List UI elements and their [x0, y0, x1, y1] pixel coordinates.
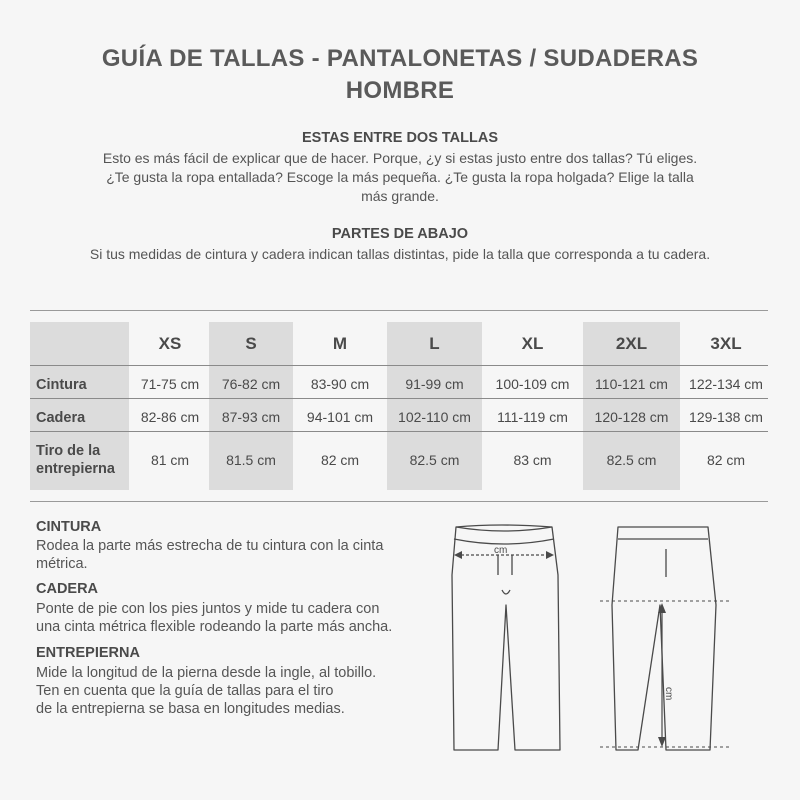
hip-heading: CADERA — [36, 581, 99, 597]
size-header-m: M — [332, 334, 348, 353]
table-cell: 83-90 cm — [310, 376, 370, 392]
pants-illustration — [440, 515, 740, 765]
page-title-line1: GUÍA DE TALLAS - PANTALONETAS / SUDADERAS — [101, 45, 699, 72]
table-cell: 82 cm — [706, 452, 746, 468]
between-sizes-line2: ¿Te gusta la ropa entallada? Escoge la más pequeña. ¿Te gusta la ropa holgada? Elige la talla — [106, 169, 694, 185]
page-title — [0, 43, 800, 107]
between-sizes-text — [20, 149, 780, 206]
table-cell: 82.5 cm — [409, 452, 460, 468]
top-divider — [30, 310, 768, 311]
waist-text — [36, 537, 383, 573]
bottom-divider — [30, 501, 768, 502]
table-cell: 94-101 cm — [306, 409, 374, 425]
size-header-2xl: 2XL — [615, 334, 648, 353]
table-cell: 110-121 cm — [595, 376, 668, 392]
table-cell: 82-86 cm — [140, 409, 200, 425]
table-cell: 91-99 cm — [405, 376, 464, 392]
table-cell: 111-119 cm — [497, 409, 568, 425]
table-cell: 87-93 cm — [221, 409, 281, 425]
side-pants-icon — [612, 527, 716, 750]
table-cell: 122-134 cm — [689, 376, 763, 392]
row-label-waist: Cintura — [36, 377, 87, 393]
row-label-hip: Cadera — [36, 410, 86, 426]
size-header-s: S — [245, 334, 257, 353]
size-header-l: L — [429, 334, 440, 353]
table-cell: 83 cm — [513, 452, 552, 468]
table-divider — [30, 431, 768, 432]
row-label-inseam-line1: Tiro de la — [36, 443, 101, 459]
table-cell: 71-75 cm — [140, 376, 200, 392]
table-cell: 82.5 cm — [606, 452, 657, 468]
between-sizes-line3: más grande. — [361, 188, 439, 204]
table-divider — [30, 398, 768, 399]
waist-heading: CINTURA — [36, 519, 102, 535]
hip-text — [36, 600, 392, 636]
table-cell: 120-128 cm — [594, 409, 669, 425]
bottoms-text: Si tus medidas de cintura y cadera indican tallas distintas, pide la talla que corresponda a tu cadera. — [89, 246, 711, 262]
hip-text-line2: una cinta métrica flexible rodeando la parte más ancha. — [36, 619, 393, 635]
between-sizes-heading: ESTAS ENTRE DOS TALLAS — [301, 130, 499, 146]
table-divider — [30, 365, 768, 366]
inseam-text-line1: Mide la longitud de la pierna desde la ingle, al tobillo. — [36, 665, 377, 681]
inseam-text-line2: Ten en cuenta que la guía de tallas para el tiro — [36, 683, 334, 699]
table-cell: 76-82 cm — [221, 376, 281, 392]
size-header-3xl: 3XL — [710, 334, 742, 353]
between-sizes-line1: Esto es más fácil de explicar que de hacer. Porque, ¿y si estas justo entre dos tallas? Tú eliges. — [102, 150, 698, 166]
table-cell: 81 cm — [150, 452, 190, 468]
inseam-text-line3: de la entrepierna se basa en longitudes medias. — [36, 701, 345, 717]
row-label-inseam — [36, 442, 115, 478]
waist-text-line2: métrica. — [36, 556, 88, 572]
side-cm-label: cm — [663, 687, 674, 701]
table-cell: 129-138 cm — [689, 409, 763, 425]
table-cell: 100-109 cm — [495, 376, 570, 392]
page-title-line2: HOMBRE — [345, 77, 455, 104]
front-cm-label: cm — [494, 545, 508, 556]
table-cell: 82 cm — [320, 452, 360, 468]
hip-text-line1: Ponte de pie con los pies juntos y mide tu cadera con — [36, 601, 380, 617]
size-header-xl: XL — [521, 334, 544, 353]
front-pants-icon — [452, 525, 560, 750]
size-header-xs: XS — [158, 334, 182, 353]
inseam-heading: ENTREPIERNA — [36, 645, 140, 661]
table-cell: 102-110 cm — [398, 409, 471, 425]
row-label-inseam-line2: entrepierna — [36, 461, 115, 477]
table-cell: 81.5 cm — [226, 452, 276, 468]
waist-text-line1: Rodea la parte más estrecha de tu cintura con la cinta — [36, 538, 384, 554]
bottoms-heading: PARTES DE ABAJO — [331, 226, 469, 242]
inseam-text — [36, 664, 376, 718]
